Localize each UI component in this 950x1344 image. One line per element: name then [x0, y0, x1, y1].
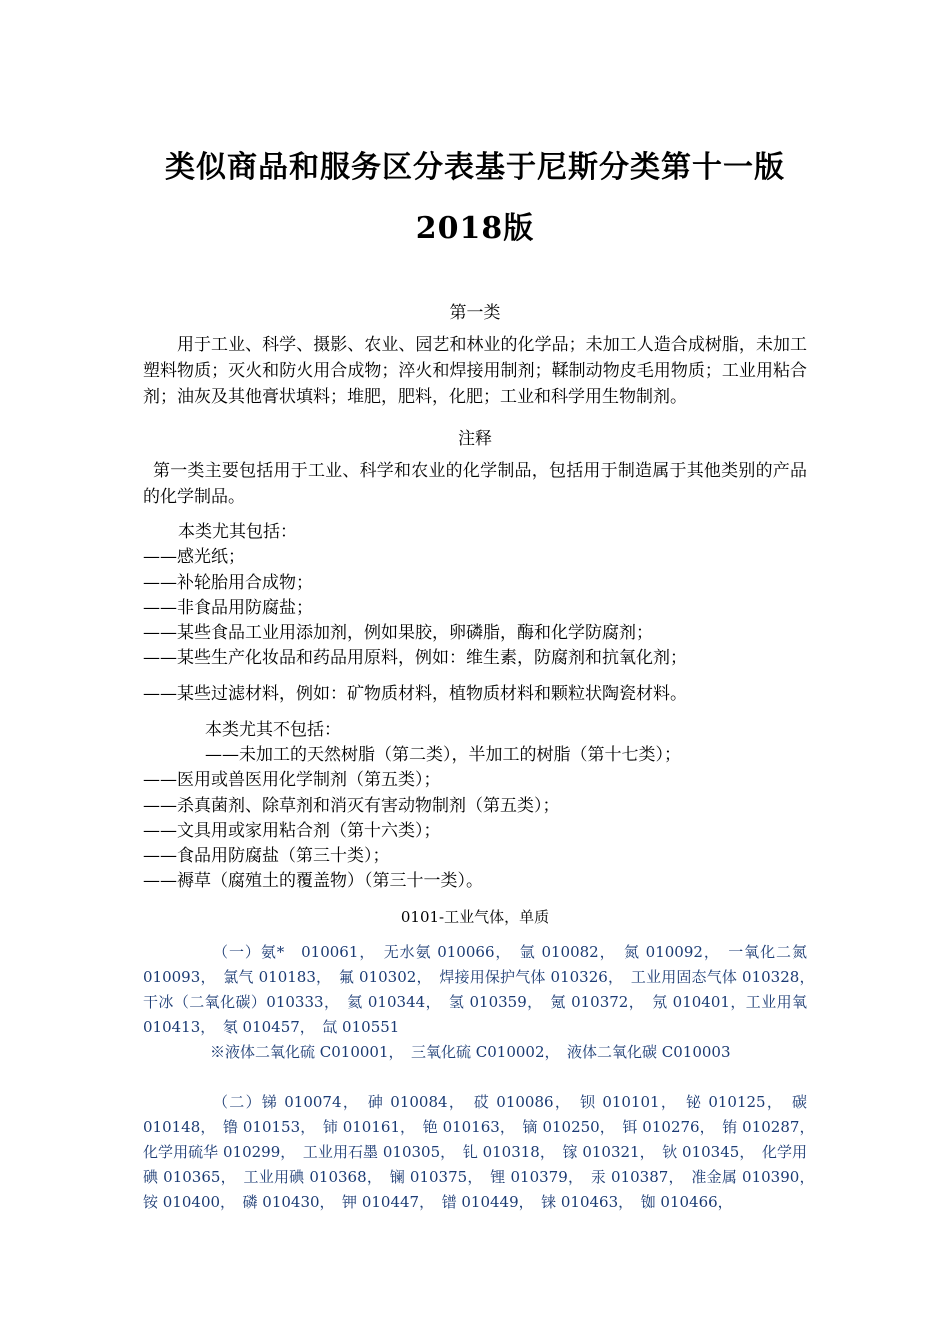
note-text: 第一类主要包括用于工业、科学和农业的化学制品，包括用于制造属于其他类别的产品的化学制品。	[143, 461, 807, 507]
subgroup-2-items: （二）锑 010074， 砷 010084， 砹 010086， 钡 010101， 铋 010125， 碳 010148， 镥 010153， 铈 010161， 铯 010163， 镝 010250， 铒 010276， 铕 010287， 化学用硫华 010299， 工业用石墨 010305， 钆 010318， 镓 010321， 钬 010345， 化学用碘 010365， 工业用碘 010368， 镧 010375， 锂 010379， 汞 010387， 准金属 010390， 铵 010400， 磷 010430， 钾 010447， 镨 010449， 铼 010463， 铷 010466，	[143, 1093, 823, 1211]
excludes-item: ——未加工的天然树脂（第二类），半加工的树脂（第十七类）；	[205, 745, 681, 765]
excludes-item: ——文具用或家用粘合剂（第十六类）；	[143, 821, 441, 841]
includes-item: ——非食品用防腐盐；	[143, 598, 313, 618]
document-title: 类似商品和服务区分表基于尼斯分类第十一版	[165, 150, 785, 185]
includes-item: ——感光纸；	[143, 547, 245, 567]
includes-intro: 本类尤其包括：	[178, 522, 297, 542]
document-edition: 2018版	[415, 211, 535, 246]
includes-item: ——某些食品工业用添加剂，例如果胶，卵磷脂，酶和化学防腐剂；	[143, 623, 653, 643]
excludes-item: ——杀真菌剂、除草剂和消灭有害动物制剂（第五类）；	[143, 796, 560, 816]
subgroup-1-references: ※液体二氧化硫 C010001， 三氧化硫 C010002， 液体二氧化碳 C010003	[210, 1043, 731, 1061]
note-heading: 注释	[458, 429, 492, 449]
includes-item: ——某些过滤材料，例如：矿物质材料，植物质材料和颗粒状陶瓷材料。	[143, 684, 687, 704]
class-heading: 第一类	[449, 303, 501, 323]
includes-item: ——补轮胎用合成物；	[143, 573, 313, 593]
includes-item: ——某些生产化妆品和药品用原料，例如：维生素，防腐剂和抗氧化剂；	[143, 648, 687, 668]
excludes-item: ——褥草（腐殖土的覆盖物）（第三十一类）。	[143, 871, 483, 891]
class-description: 用于工业、科学、摄影、农业、园艺和林业的化学品；未加工人造合成树脂，未加工塑料物质；灭火和防火用合成物；淬火和焊接用制剂；鞣制动物皮毛用物质；工业用粘合剂；油灰及其他膏状填料；堆肥，肥料，化肥；工业和科学用生物制剂。	[143, 335, 807, 407]
excludes-item: ——食品用防腐盐（第三十类）；	[143, 846, 390, 866]
excludes-intro: 本类尤其不包括：	[205, 720, 341, 740]
excludes-item: ——医用或兽医用化学制剂（第五类）；	[143, 770, 441, 790]
subgroup-1-items: （一）氨* 010061， 无水氨 010066， 氩 010082， 氮 010092， 一氧化二氮 010093， 氯气 010183， 氟 010302， 焊接用保护气体 010326， 工业用固态气体 010328， 干冰（二氧化碳）010333， 氦 010344， 氢 010359， 氪 010372， 氖 010401，工业用氧 010413， 氡 010457， 氙 010551	[143, 943, 823, 1036]
group-heading: 0101-工业气体，单质	[400, 908, 550, 926]
